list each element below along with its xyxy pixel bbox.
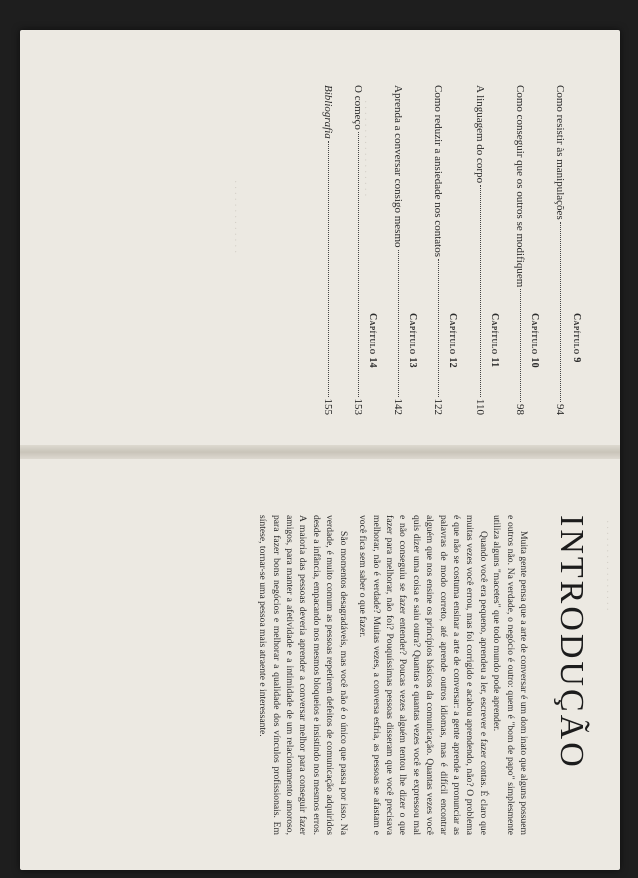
bleed-through: · · · · · · · · · · · · · · · · · [359,100,370,197]
toc-line[interactable] [352,85,364,415]
toc-title: Como reduzir a ansiedade nos contatos [432,85,444,257]
chapter-heading: Capítulo 14 [367,313,378,368]
toc-line[interactable] [514,85,526,415]
chapter-heading: Capítulo 13 [407,313,418,368]
toc-line[interactable] [554,85,566,415]
toc-title: O começo [352,85,364,130]
toc-page [20,30,620,445]
toc-page-number: 122 [432,398,444,415]
paragraph: São momentos desagradáveis, mas você não é o único que passa por isso. Na verdade, é muito comum as pessoas repetirem defeitos de comunicação adquiridos desde a infância, empacando nos mesmos bloqueios e insistindo nos mesmos erros. A maioria das pessoas deveria aprender a conversar melhor para conseguir fazer amigos, para manter a afetividade e a intimidade de um relacionamento amoroso, para fazer bons negócios e melhorar a qualidade dos vínculos profissionais. Em síntese, tornar-se uma pessoa mais atraente e interessante. [257,515,349,835]
toc-line[interactable] [392,85,404,415]
toc-line[interactable] [322,85,334,415]
chapter-heading: Capítulo 10 [529,313,540,368]
introduction-page [20,460,620,870]
toc-title: Aprenda a conversar consigo mesmo [392,85,404,248]
toc-page-number: 94 [554,404,566,415]
bleed-through: · · · · · · · · · · · · · · · · [601,520,612,611]
toc-page-number: 155 [322,398,334,415]
chapter-heading: Capítulo 9 [571,313,582,363]
toc-title: A linguagem do corpo [474,85,486,184]
paragraph: Muita gente pensa que a arte de conversar é um dom inato que alguns possuem e outros não. Na verdade, o negócio é outro: quem é "bom de papo" simplesmente utiliza alguns "macetes" que todo mundo pode aprender. [491,515,529,835]
chapter-heading: Capítulo 12 [447,313,458,368]
paragraph: Quando você era pequeno, aprendeu a ler, escrever e fazer contas. É claro que muitas vezes você errou, mas foi corrigido e acabou aprendendo, não? O problema é que não se costuma ensinar a arte de conversar: a gente aprende a pronunciar as palavras de modo correto, até aprende outros idiomas, mas é difícil encontrar alguém que nos ensine os princípios básicos da comunicação. Quantas vezes você quis dizer uma coisa e saiu outra? Quantas e quantas vezes você se expressou mal e não conseguiu se fazer entender? Poucas vezes alguém tentou lhe dizer o que fazer para melhorar, não foi? Pouquíssimas pessoas disseram que você precisava melhorar, não é verdade? Muitas vezes, a conversa esfria, as pessoas se afastam e você fica sem saber o que fazer. [357,515,489,835]
bleed-through: · · · · · · · · · · · · · [229,180,240,254]
toc-title: Bibliografia [322,85,334,139]
toc-title: Como conseguir que os outros se modifiquem [514,85,526,288]
toc-page-number: 142 [392,398,404,415]
toc-line[interactable] [474,85,486,415]
page-title: INTRODUÇÃO [553,515,590,770]
toc-page-number: 110 [474,398,486,415]
introduction-body [256,515,530,835]
toc-line[interactable] [432,85,444,415]
chapter-heading: Capítulo 11 [489,313,500,368]
toc-page-number: 153 [352,398,364,415]
rotated-spread [20,30,620,870]
toc-page-number: 98 [514,404,526,415]
toc-title: Como resistir às manipulações [554,85,566,220]
